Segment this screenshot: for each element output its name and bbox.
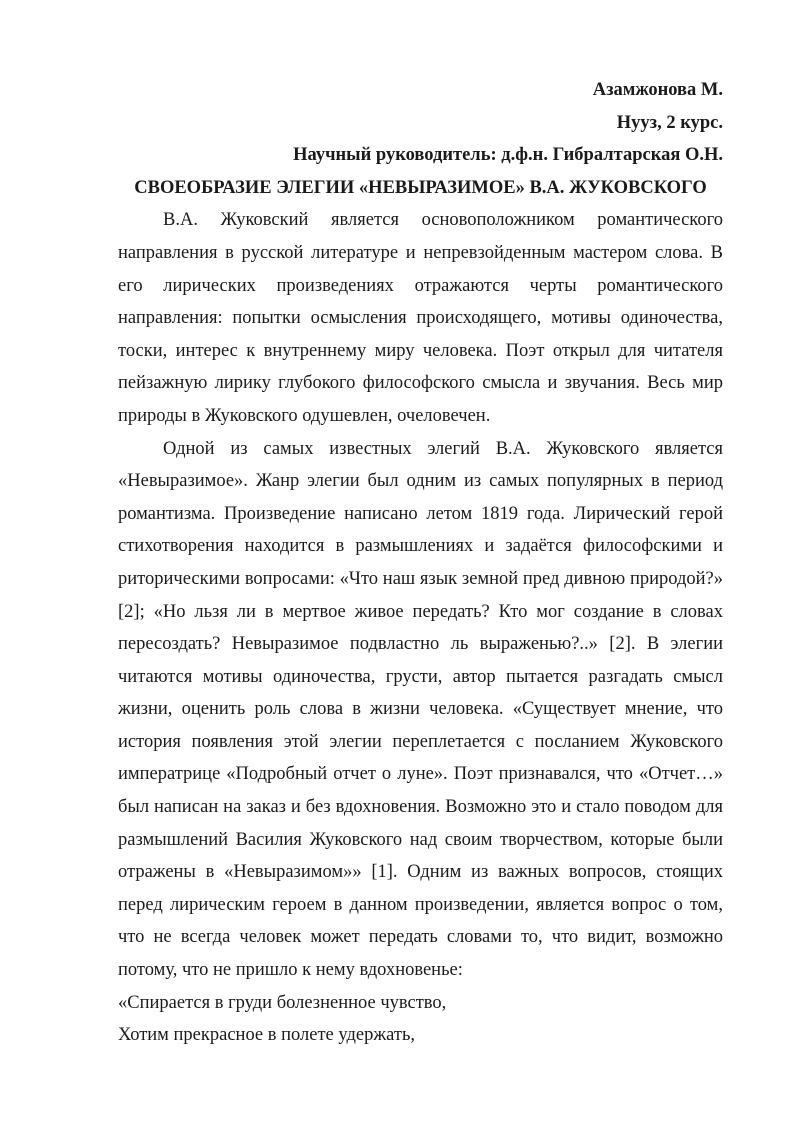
document-page — [118, 74, 723, 1052]
paragraph-2: Одной из самых известных элегий В.А. Жуковского является «Невыразимое». Жанр элегии был одним из самых популярных в период романтизма. Произведение написано летом 1819 года. Лирический герой стихотворения находится в размышлениях и задаётся философскими и риторическими вопросами: «Что наш язык земной пред дивною природой?» [2]; «Но льзя ли в мертвое живое передать? Кто мог создание в словах пересоздать? Невыразимое подвластно ль выраженью?..» [2]. В элегии читаются мотивы одиночества, грусти, автор пытается разгадать смысл жизни, оценить роль слова в жизни человека. «Существует мнение, что история появления этой элегии переплетается с посланием Жуковского императрице «Подробный отчет о луне». Поэт признавался, что «Отчет…» был написан на заказ и без вдохновения. Возможно это и стало поводом для размышлений Василия Жуковского над своим творчеством, которые были отражены в «Невыразимом»» [1]. Одним из важных вопросов, стоящих перед лирическим героем в данном произведении, является вопрос о том, что не всегда человек может передать словами то, что видит, возможно потому, что не пришло к нему вдохновенье: — [118, 438, 723, 981]
verse-line-1: «Спирается в груди болезненное чувство, — [118, 992, 447, 1013]
author-affiliation: Нууз, 2 курс. — [616, 112, 723, 133]
verse-line-2: Хотим прекрасное в полете удержать, — [118, 1025, 416, 1046]
article-title: СВОЕОБРАЗИЕ ЭЛЕГИИ «НЕВЫРАЗИМОЕ» В.А. ЖУКОВСКОГО — [134, 177, 707, 198]
author-name: Азамжонова М. — [592, 80, 723, 100]
scientific-supervisor: Научный руководитель: д.ф.н. Гибралтарская О.Н. — [293, 145, 723, 166]
paragraph-1: В.А. Жуковский является основоположником романтического направления в русской литературе и непревзойденным мастером слова. В его лирических произведениях отражаются черты романтического направления: попытки осмысления происходящего, мотивы одиночества, тоски, интерес к внутреннему миру человека. Поэт открыл для читателя пейзажную лирику глубокого философского смысла и звучания. Весь мир природы в Жуковского одушевлен, очеловечен. — [118, 210, 723, 426]
